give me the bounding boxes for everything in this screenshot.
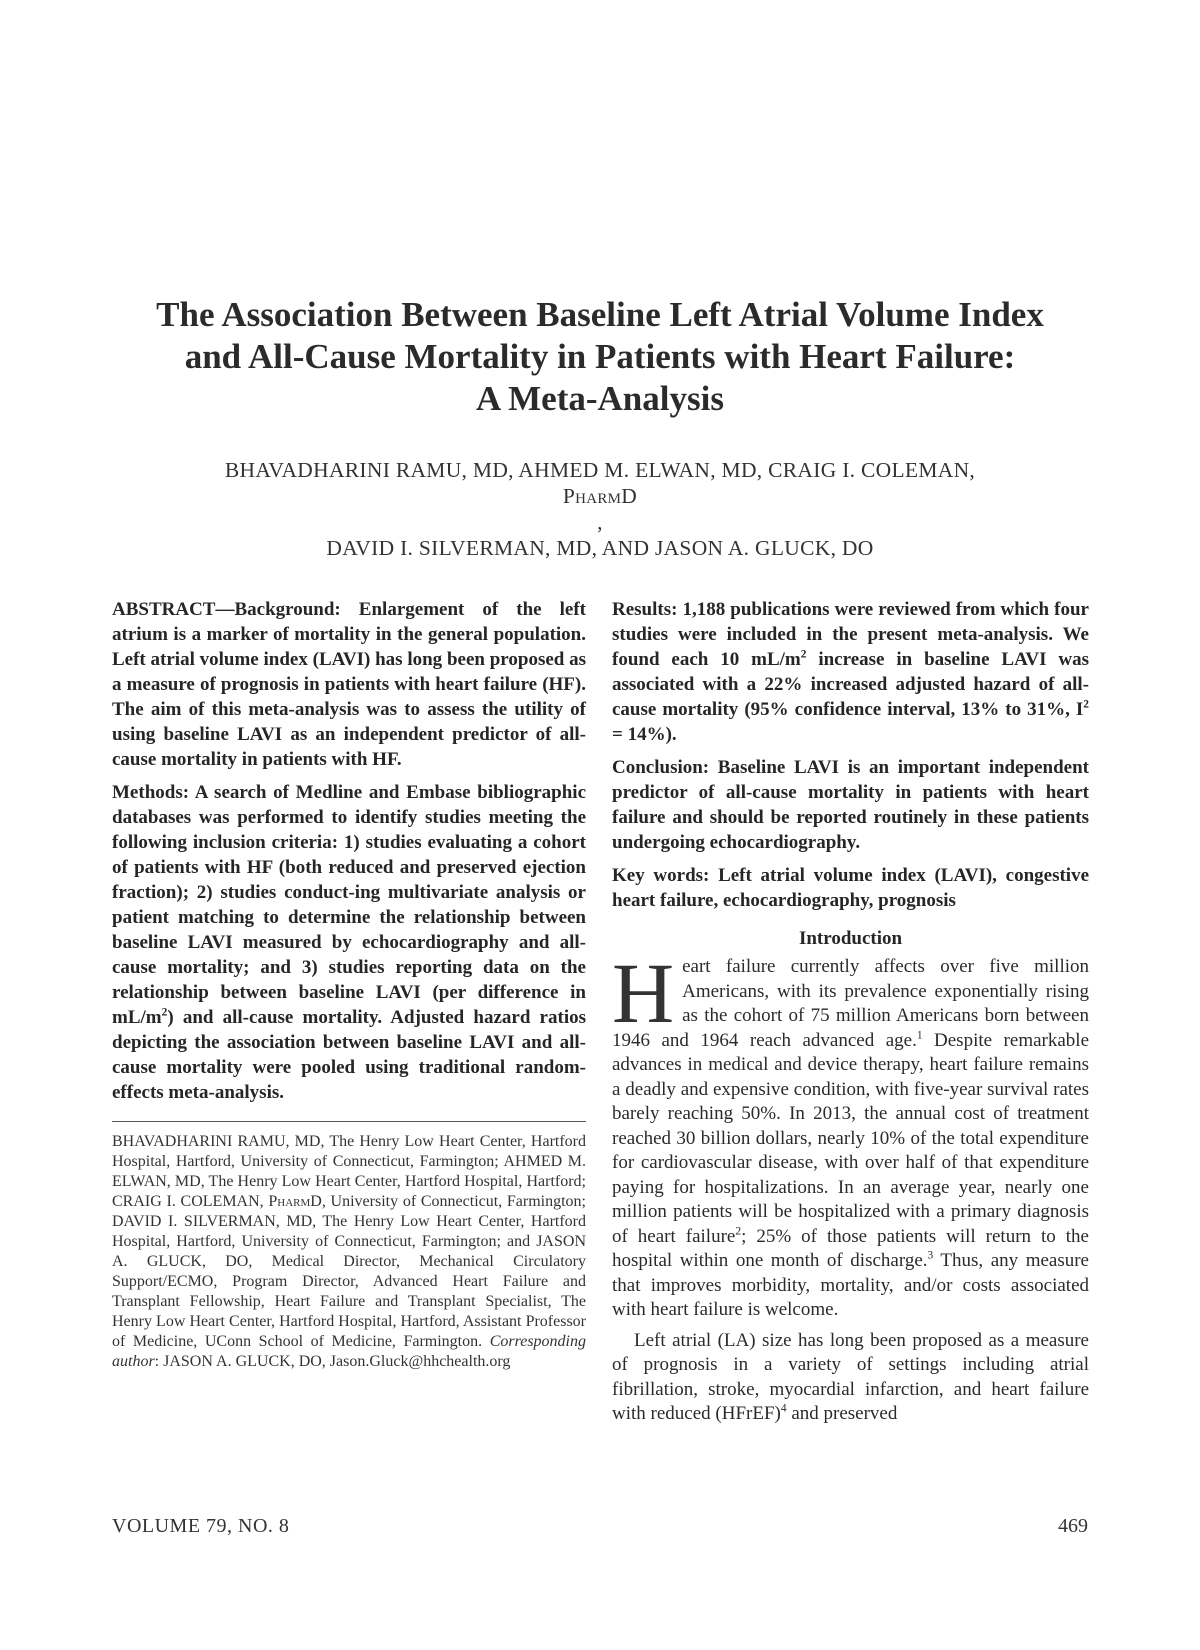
results-text: increase in baseline LAVI was associated with a 22% increased adjusted hazard of all-cause mortality (95% confidence interval, 13% to 31%, I [612,649,1089,720]
right-column [612,597,1089,1427]
abstract-methods [112,780,586,1105]
abstract-results [612,597,1089,747]
section-heading-introduction: Introduction [798,928,903,949]
corresponding-author-label: Corresponding author [112,1333,586,1370]
author-degree: PharmD [562,484,638,508]
page-number: 469 [1058,1515,1088,1537]
paragraph-text: and preserved [786,1403,898,1424]
abstract-background: ABSTRACT—Background: Enlargement of the left atrium is a marker of mortality in the general population. Left atrial volume index (LAVI) has long been proposed as a measure of prognosis in patients with heart failure (HF). The aim of this meta-analysis was to assess the utility of using baseline LAVI as an independent predictor of all-cause mortality in patients with HF. [112,599,586,770]
affiliation-text: , University of Connecticut, Farmington; DAVID I. SILVERMAN, MD, The Henry Low Heart Center, Hartford Hospital, Hartford, University of Connecticut, Farmington; and JASON A. GLUCK, DO, Medical Director, Mechanical Circulatory Support/ECMO, Program Director, Advanced Heart Failure and Transplant Fellowship, Heart Failure and Transplant Specialist, The Henry Low Heart Center, Hartford Hospital, Hartford, Assistant Professor of Medicine, UConn School of Medicine, Farmington. [112,1193,587,1350]
drop-cap: H [612,945,675,1041]
citation-superscript: 2 [735,1225,742,1238]
divider [112,1121,586,1122]
footer-volume: VOLUME 79, NO. 8 [112,1515,290,1537]
methods-text: Methods: A search of Medline and Embase bibliographic databases was performed to identify studies meeting the following inclusion criteria: 1) studies evaluating a cohort of patients with HF (both reduced and preserved ejection fraction); 2) studies conduct-ing multivariate analysis or patient matching to determine the relationship between baseline LAVI measured by echocardiography and all-cause mortality; and 3) studies reporting data on the relationship between baseline LAVI (per difference in mL/m [112,782,586,1028]
author-names: BHAVADHARINI RAMU, MD, AHMED M. ELWAN, MD, CRAIG I. COLEMAN, [224,458,976,482]
author-line [80,457,1120,535]
superscript: 2 [800,648,807,661]
paragraph-text: Left atrial (LA) size has long been proposed as a measure of prognosis in a variety of settings including atrial fibrillation, stroke, myocardial infarction, and heart failure with reduced (HFrEF) [612,1329,1089,1424]
author-punct: , [597,510,603,534]
superscript: 2 [1083,698,1089,711]
paragraph-text: Despite remarkable advances in medical and device therapy, heart failure remains a deadly and expensive condition, with five-year survival rates barely reaching 50%. In 2013, the annual cost of treatment reached 30 billion dollars, nearly 10% of the total expenditure for cardiovascular disease, with over half of that expenditure paying for hospitalizations. In an average year, nearly one million patients will be hospitalized with a primary diagnosis of heart failure [612,1029,1089,1247]
abstract-conclusion: Conclusion: Baseline LAVI is an important independent predictor of all-cause mortality in patients with heart failure and should be reported routinely in these patients undergoing echocardiography. [612,757,1089,853]
article-title [80,294,1120,420]
title-line: The Association Between Baseline Left Atrial Volume Index [156,295,1044,334]
citation-superscript: 1 [916,1029,923,1042]
affiliation-degree: PharmD [268,1193,322,1210]
results-text: Results: 1,188 publications were reviewed from which four studies were included in the present meta-analysis. We found each 10 mL/m [612,599,1089,670]
affiliation-text: BHAVADHARINI RAMU, MD, The Henry Low Heart Center, Hartford Hospital, Hartford, University of Connecticut, Farmington; AHMED M. ELWAN, MD, The Henry Low Heart Center, Hartford Hospital, Hartford; CRAIG I. COLEMAN, [112,1133,586,1210]
paragraph-text: ; 25% of those patients will return to the hospital within one month of discharge. [612,1225,1089,1271]
corresponding-author-email: : JASON A. GLUCK, DO, Jason.Gluck@hhchealth.org [154,1353,511,1370]
intro-paragraph-1 [612,945,1089,1323]
author-line: DAVID I. SILVERMAN, MD, AND JASON A. GLUCK, DO [326,536,874,560]
paragraph-text: Thus, any measure that improves morbidity, mortality, and/or costs associated with heart failure is welcome. [612,1250,1089,1320]
citation-superscript: 4 [780,1402,787,1415]
superscript: 2 [161,1006,168,1019]
author-list [80,457,1120,561]
author-affiliations [112,1132,586,1372]
methods-text: ) and all-cause mortality. Adjusted hazard ratios depicting the association between baseline LAVI and all-cause mortality were pooled using traditional random-effects meta-analysis. [112,1007,586,1103]
abstract-keywords: Key words: Left atrial volume index (LAVI), congestive heart failure, echocardiography, prognosis [612,865,1089,911]
results-text: = 14%). [612,724,677,745]
title-line: and All-Cause Mortality in Patients with Heart Failure: [184,337,1016,376]
left-column [112,597,586,1372]
citation-superscript: 3 [927,1249,934,1262]
title-line: A Meta-Analysis [476,379,724,418]
intro-paragraph-2 [612,1329,1089,1427]
paragraph-text: eart failure currently affects over five million Americans, with its prevalence exponentially rising as the cohort of 75 million Americans born between 1946 and 1964 reach advanced age. [612,956,1089,1051]
